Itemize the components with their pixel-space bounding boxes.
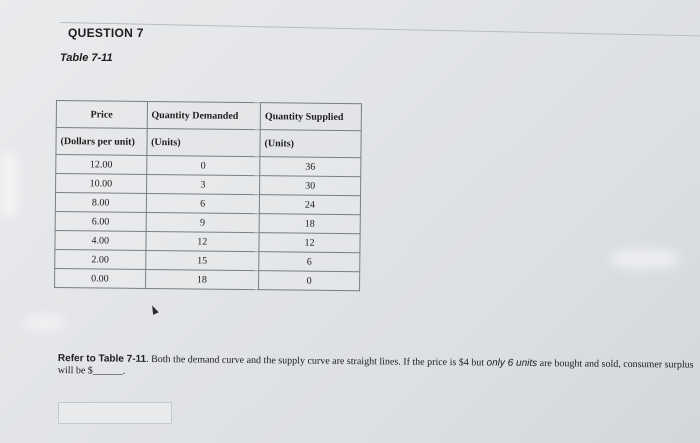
quantity-supplied-cell: 6 <box>259 252 360 272</box>
quantity-demanded-cell: 3 <box>146 174 260 194</box>
quantity-demanded-cell: 6 <box>146 193 260 213</box>
table-label: Table 7-11 <box>60 52 113 64</box>
quantity-demanded-cell: 0 <box>146 155 260 175</box>
screen-glare <box>610 250 680 268</box>
question-emphasis: only 6 units <box>486 357 538 370</box>
question-reference: Refer to Table 7-11 <box>57 353 147 365</box>
header-qs-units: (Units) <box>260 130 361 158</box>
question-text <box>58 353 698 384</box>
screen-glare <box>0 150 18 220</box>
header-qd-units: (Units) <box>146 128 260 156</box>
price-cell: 2.00 <box>55 249 146 269</box>
price-cell: 8.00 <box>55 193 146 213</box>
supply-demand-table <box>54 100 362 291</box>
data-table-container <box>54 100 362 303</box>
table-header-units-row <box>56 128 361 158</box>
quantity-supplied-cell: 12 <box>259 233 360 253</box>
quantity-demanded-cell: 9 <box>146 212 260 232</box>
question-title: QUESTION 7 <box>68 26 144 40</box>
quantity-supplied-cell: 24 <box>259 195 360 215</box>
quantity-supplied-cell: 0 <box>259 271 360 291</box>
header-quantity-supplied: Quantity Supplied <box>260 103 361 131</box>
price-cell: 0.00 <box>55 268 146 288</box>
header-quantity-demanded: Quantity Demanded <box>147 101 261 129</box>
price-cell: 4.00 <box>55 230 146 250</box>
quantity-demanded-cell: 15 <box>145 250 259 270</box>
price-cell: 12.00 <box>56 155 147 175</box>
answer-input[interactable] <box>58 402 172 424</box>
table-row <box>55 268 360 290</box>
divider-line <box>60 22 700 36</box>
screen-glare <box>25 316 65 330</box>
table-header-row <box>56 101 361 131</box>
price-cell: 6.00 <box>55 211 146 231</box>
header-price: Price <box>56 101 147 129</box>
header-price-units: (Dollars per unit) <box>56 128 147 156</box>
quantity-demanded-cell: 12 <box>145 231 259 251</box>
mouse-cursor-icon <box>149 304 158 315</box>
question-body: . Both the demand curve and the supply curve are straight lines. If the price is $4 but <box>146 353 487 369</box>
quantity-supplied-cell: 30 <box>260 176 361 196</box>
question-tail: are bought and sold, consumer surplus will be $______. <box>57 358 694 377</box>
quantity-supplied-cell: 18 <box>259 214 360 234</box>
price-cell: 10.00 <box>56 174 147 194</box>
quantity-supplied-cell: 36 <box>260 157 361 177</box>
quantity-demanded-cell: 18 <box>145 269 259 289</box>
